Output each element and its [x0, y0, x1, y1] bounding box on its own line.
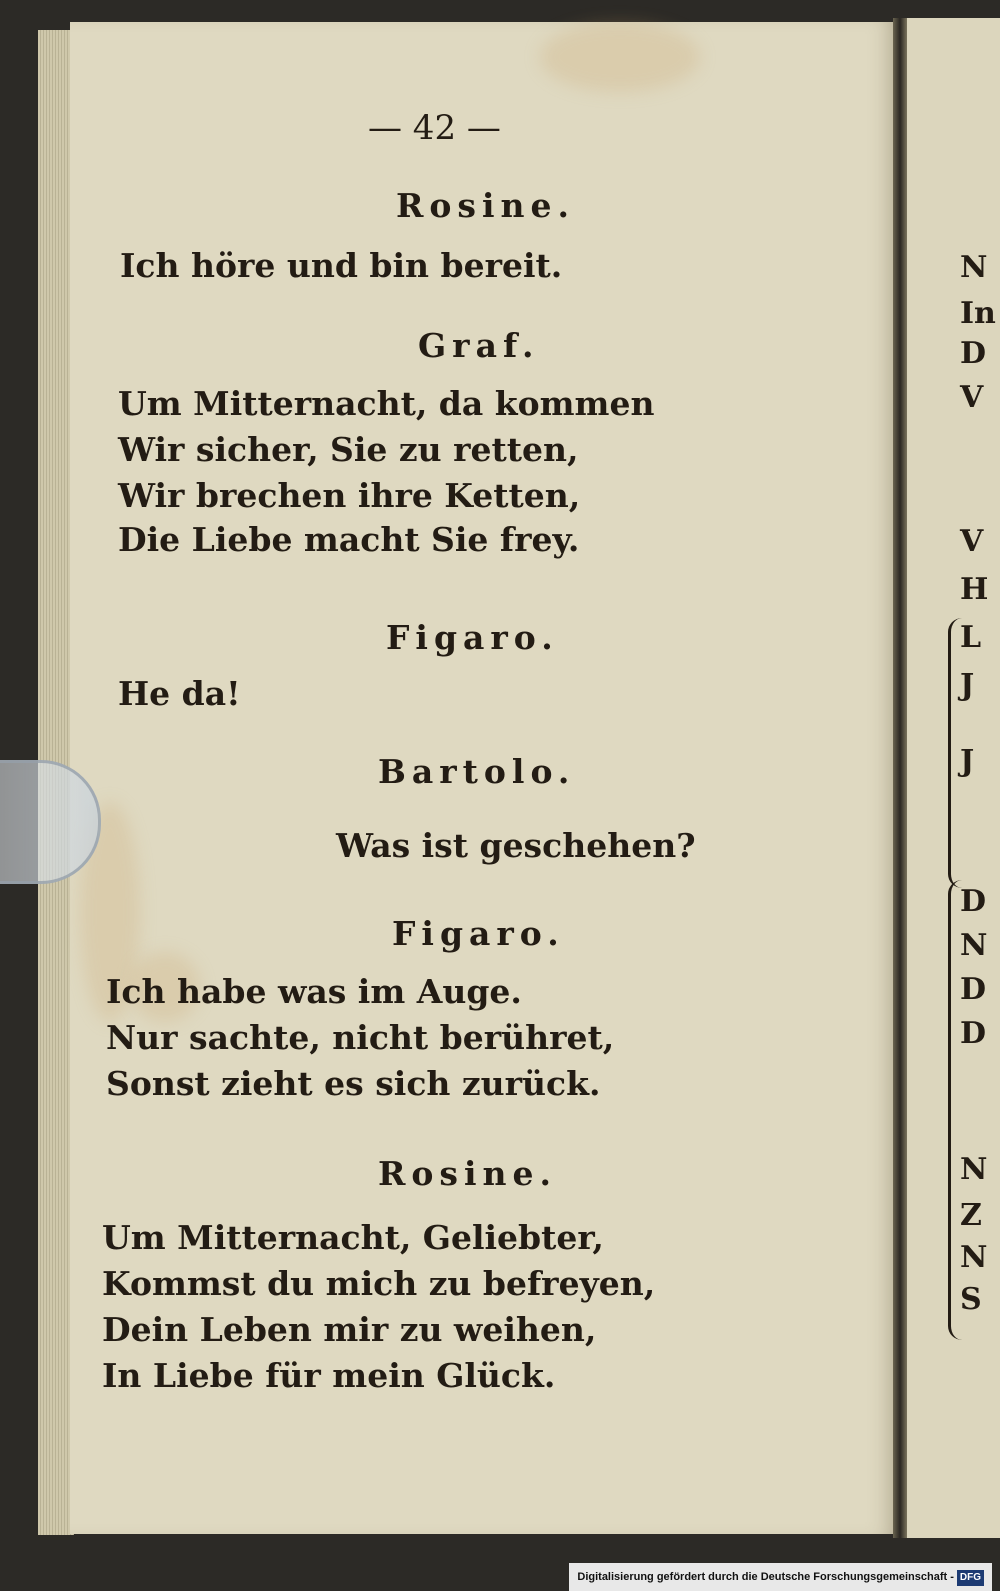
right-page-fragment: D — [960, 972, 987, 1007]
speaker-name: Rosine. — [378, 1154, 558, 1193]
dfg-logo: DFG — [957, 1570, 984, 1586]
right-page-fragment: J — [960, 668, 975, 703]
verse-line: Ich höre und bin bereit. — [120, 246, 563, 285]
right-page-fragment: D — [960, 1016, 987, 1051]
right-page-fragment: V — [960, 524, 984, 559]
verse-line: Wir sicher, Sie zu retten, — [118, 430, 579, 469]
right-page-fragment: N — [960, 928, 988, 963]
verse-line: Um Mitternacht, Geliebter, — [102, 1218, 604, 1257]
digitization-credit — [569, 1563, 992, 1591]
verse-line: Dein Leben mir zu weihen, — [102, 1310, 597, 1349]
verse-line: In Liebe für mein Glück. — [102, 1356, 556, 1395]
right-page-fragment: Z — [960, 1198, 982, 1233]
verse-line: Was ist geschehen? — [336, 826, 696, 865]
speaker-name: Graf. — [418, 326, 540, 365]
page-number: — 42 — — [368, 108, 501, 148]
verse-line: Wir brechen ihre Ketten, — [118, 476, 581, 515]
verse-line: Sonst zieht es sich zurück. — [106, 1064, 601, 1103]
right-page-fragment: S — [960, 1282, 982, 1317]
bracket-mark — [948, 880, 963, 1340]
speaker-name: Figaro. — [392, 914, 565, 953]
bracket-mark — [948, 618, 963, 888]
speaker-name: Rosine. — [396, 186, 576, 225]
right-page-fragment: H — [960, 572, 989, 607]
book-gutter — [893, 18, 907, 1538]
right-page-fragment: L — [960, 620, 982, 655]
speaker-name: Bartolo. — [378, 752, 576, 791]
verse-line: He da! — [118, 674, 241, 713]
right-page-fragment: D — [960, 336, 987, 371]
verse-line: Die Liebe macht Sie frey. — [118, 520, 580, 559]
right-page-fragment: N — [960, 1152, 988, 1187]
credit-text: Digitalisierung gefördert durch die Deutsche Forschungsgemeinschaft - — [577, 1571, 954, 1583]
right-page-fragment: In — [960, 296, 996, 331]
verse-line: Kommst du mich zu befreyen, — [102, 1264, 656, 1303]
right-page-fragment: N — [960, 1240, 988, 1275]
right-page-fragment: N — [960, 250, 988, 285]
verse-line: Nur sachte, nicht berühret, — [106, 1018, 615, 1057]
right-page-fragment: V — [960, 380, 984, 415]
speaker-name: Figaro. — [386, 618, 559, 657]
right-page-fragment: J — [960, 744, 975, 779]
verse-line: Ich habe was im Auge. — [106, 972, 522, 1011]
right-page-fragment: D — [960, 884, 987, 919]
verse-line: Um Mitternacht, da kommen — [118, 384, 655, 423]
